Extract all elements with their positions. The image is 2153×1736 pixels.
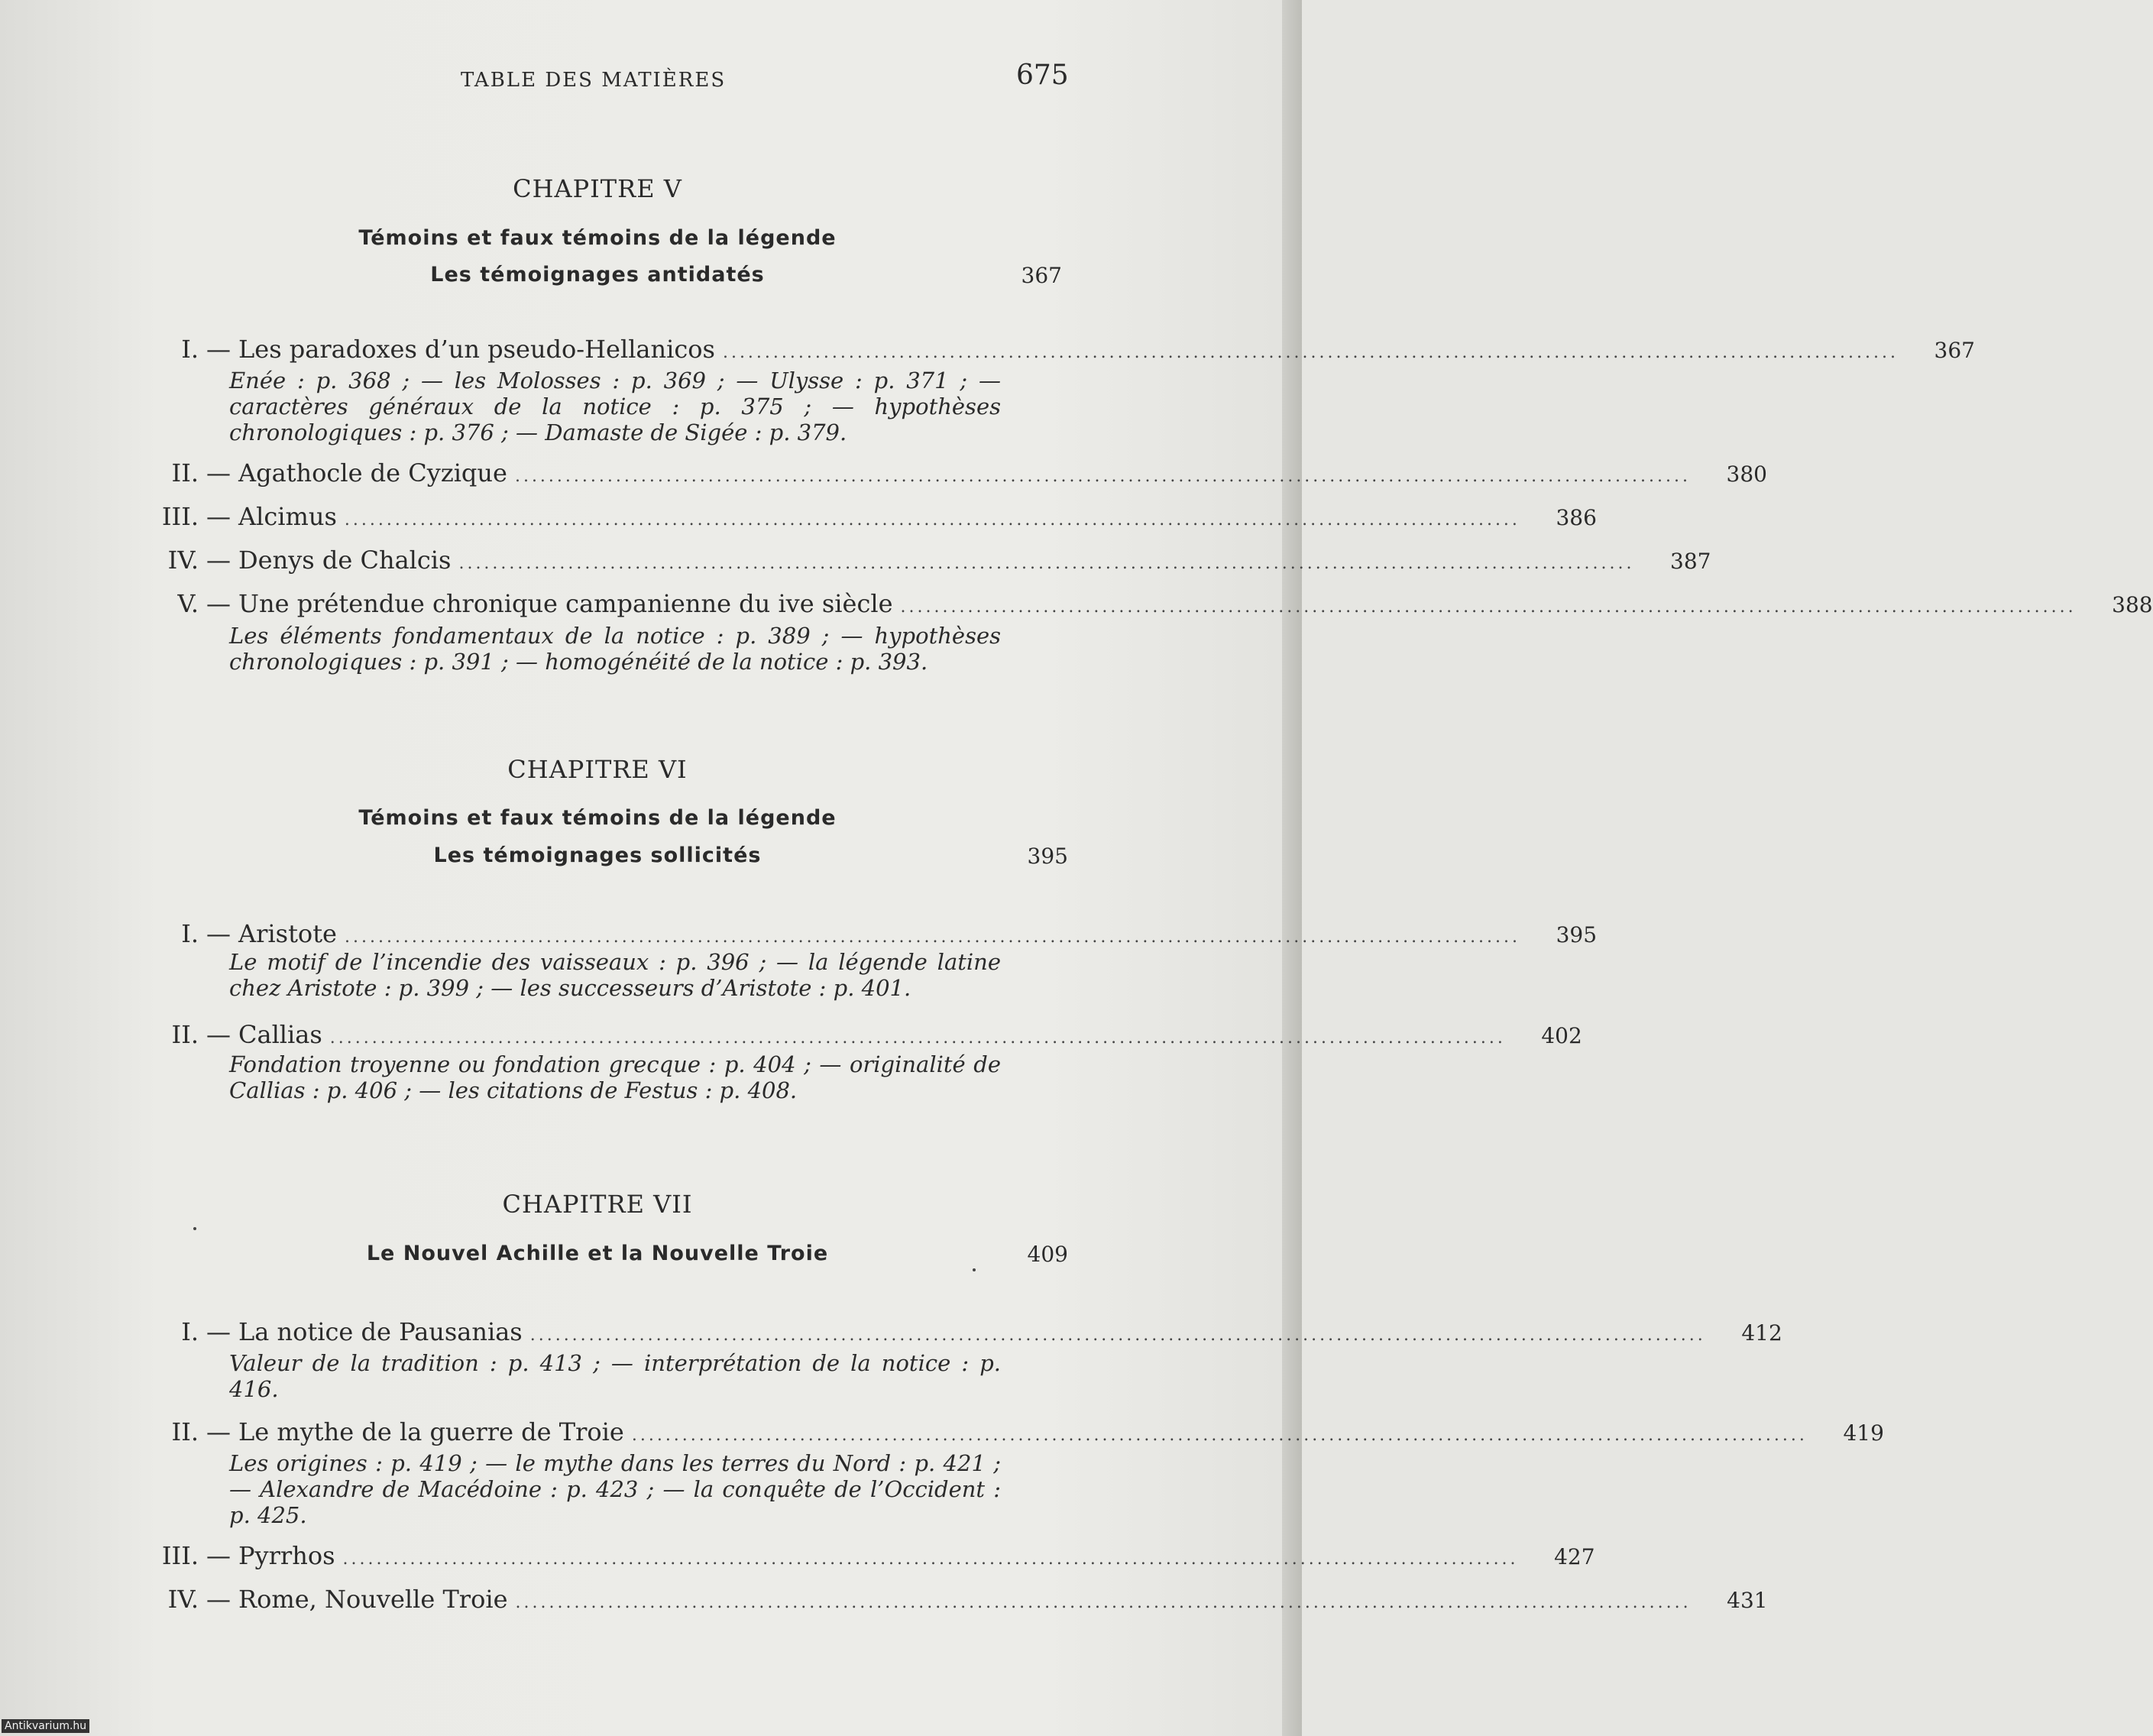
entry-page: 388 [2112,592,2153,617]
entry-label: Denys de Chalcis [238,546,452,575]
entry-dash: — [206,589,231,618]
entry-dash: — [206,546,231,575]
paper-speck [973,1268,976,1271]
toc-entry[interactable] [115,335,1975,368]
entry-dash: — [206,1585,231,1614]
entry-label: La notice de Pausanias [238,1317,523,1346]
entry-page: 395 [1556,922,1598,947]
entry-number: III. [161,1541,199,1570]
entry-label: Alcimus [238,502,337,531]
entry-note: Valeur de la tradition : p. 413 ; — interprétation de la notice : p. 416. [229,1350,1001,1402]
entry-label: Le mythe de la guerre de Troie [238,1417,624,1446]
chapter-7-title: CHAPITRE VII [502,1190,693,1219]
entry-dash: — [206,458,231,487]
toc-entry[interactable] [115,589,2153,623]
dot-leader: ............................................................................................................................................ [529,1326,1706,1345]
entry-label: Rome, Nouvelle Troie [238,1585,508,1614]
entry-page: 380 [1726,462,1767,487]
dot-leader: ............................................................................................................................................ [722,343,1899,362]
entry-dash: — [206,1317,231,1346]
entry-dash: — [206,1541,231,1570]
dot-leader: ............................................................................................................................................ [344,510,1520,530]
chapter-5-title: CHAPITRE V [513,174,682,203]
dot-leader: ............................................................................................................................................ [344,928,1521,947]
chapter-5-page: 367 [1021,263,1062,288]
entry-dash: — [206,335,231,364]
toc-entry[interactable] [115,546,1711,579]
entry-note: Les origines : p. 419 ; — le mythe dans les terres du Nord : p. 421 ; — Alexandre de Macédoine : p. 423 ; — la conquête de l’Occident : p. 425. [229,1450,1001,1528]
entry-page: 402 [1541,1023,1582,1048]
page-edge [1282,0,1302,1736]
dot-leader: ............................................................................................................................................ [514,467,1691,486]
toc-entry[interactable] [115,502,1597,536]
entry-number: II. [171,458,199,487]
toc-entry[interactable] [115,1585,1768,1618]
entry-number: I. [181,919,199,948]
entry-label: Les paradoxes d’un pseudo-Hellanicos [238,335,715,364]
chapter-5-subtitle-2: Les témoignages antidatés [430,263,765,287]
entry-note: Fondation troyenne ou fondation grecque : p. 404 ; — originalité de Callias : p. 406 ; — les citations de Festus : p. 408. [229,1051,1001,1103]
entry-number: II. [171,1020,199,1049]
dot-leader: ............................................................................................................................................ [900,598,2077,617]
toc-entry[interactable] [115,1417,1884,1451]
entry-page: 419 [1843,1420,1884,1446]
entry-number: I. [181,335,199,364]
page-number: 675 [1016,60,1069,91]
entry-page: 387 [1670,549,1711,574]
chapter-6-subtitle-1: Témoins et faux témoins de la légende [358,806,837,830]
entry-dash: — [206,502,231,531]
chapter-6-subtitle-2: Les témoignages sollicités [433,844,762,867]
toc-entry[interactable] [115,1541,1595,1575]
dot-leader: ............................................................................................................................................ [458,554,1635,573]
entry-number: IV. [167,1585,199,1614]
entry-label: Pyrrhos [238,1541,335,1570]
chapter-6-title: CHAPITRE VI [507,755,688,784]
entry-dash: — [206,919,231,948]
paper-speck [193,1227,196,1230]
entry-label: Callias [238,1020,322,1049]
entry-page: 427 [1554,1544,1595,1569]
entry-dash: — [206,1020,231,1049]
watermark: Antikvarium.hu [2,1719,89,1733]
entry-note: Les éléments fondamentaux de la notice : p. 389 ; — hypothèses chronologiques : p. 391 ; — homogénéité de la notice : p. 393. [229,623,1001,675]
entry-number: III. [161,502,199,531]
entry-note: Enée : p. 368 ; — les Molosses : p. 369 ; — Ulysse : p. 371 ; — caractères généraux de la notice : p. 375 ; — hypothèses chronologiques : p. 376 ; — Damaste de Sigée : p. 379. [229,368,1001,445]
entry-page: 431 [1727,1588,1768,1613]
chapter-7-subtitle-1: Le Nouvel Achille et la Nouvelle Troie [366,1242,829,1265]
entry-label: Une prétendue chronique campanienne du ive siècle [238,589,893,618]
entry-number: II. [171,1417,199,1446]
chapter-7-page: 409 [1027,1242,1068,1267]
chapter-5-subtitle-1: Témoins et faux témoins de la légende [358,226,837,250]
entry-number: V. [177,589,199,618]
entry-page: 367 [1934,338,1975,363]
toc-entry[interactable] [115,1317,1782,1351]
dot-leader: ............................................................................................................................................ [329,1028,1506,1048]
dot-leader: ............................................................................................................................................ [342,1550,1519,1569]
entry-page: 412 [1741,1320,1782,1346]
entry-number: I. [181,1317,199,1346]
entry-label: Agathocle de Cyzique [238,458,507,487]
dot-leader: ............................................................................................................................................ [515,1593,1692,1612]
toc-entry[interactable] [115,458,1767,492]
entry-page: 386 [1556,505,1597,530]
entry-dash: — [206,1417,231,1446]
running-head: TABLE DES MATIÈRES [461,69,727,92]
toc-entry[interactable] [115,1020,1582,1054]
chapter-6-page: 395 [1027,844,1068,869]
entry-label: Aristote [238,919,337,948]
toc-entry[interactable] [115,919,1598,953]
entry-number: IV. [167,546,199,575]
dot-leader: ............................................................................................................................................ [631,1426,1808,1445]
entry-note: Le motif de l’incendie des vaisseaux : p. 396 ; — la légende latine chez Aristote : p. 399 ; — les successeurs d’Aristote : p. 401. [229,949,1001,1001]
